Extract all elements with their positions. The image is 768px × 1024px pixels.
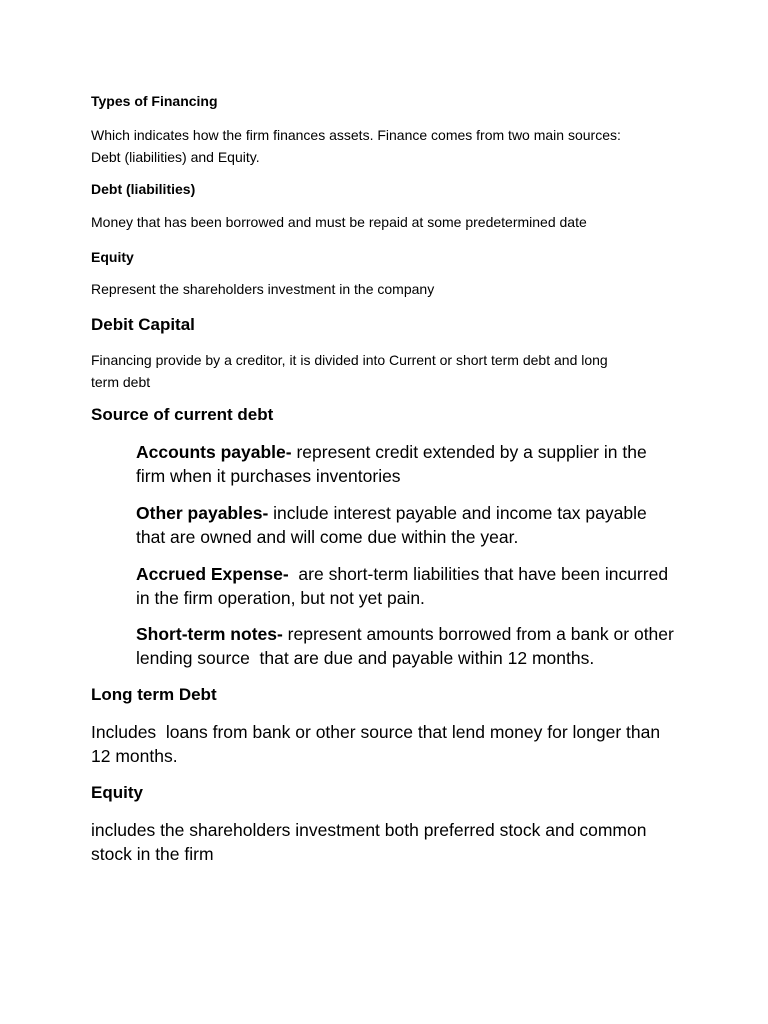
item-term: Other payables-: [136, 503, 269, 523]
current-debt-item-accounts-payable: [136, 440, 647, 488]
intro-line-2: Debt (liabilities) and Equity.: [91, 149, 260, 165]
equity-section-heading: Equity: [91, 783, 143, 802]
intro-paragraph: [91, 124, 621, 168]
debit-capital-line-1: Financing provide by a creditor, it is divided into Current or short term debt and long: [91, 352, 608, 368]
debit-capital-paragraph: [91, 349, 608, 393]
long-term-debt-paragraph: [91, 720, 660, 768]
intro-line-1: Which indicates how the firm finances assets. Finance comes from two main sources:: [91, 127, 621, 143]
equity-section-line-1: includes the shareholders investment both preferred stock and common: [91, 820, 647, 840]
item-line-1: [136, 440, 647, 464]
item-term: Accrued Expense-: [136, 564, 289, 584]
equity-section-line-2: stock in the firm: [91, 844, 214, 864]
debt-heading: Debt (liabilities): [91, 181, 196, 197]
long-term-debt-heading: Long term Debt: [91, 685, 217, 704]
item-term: Accounts payable-: [136, 442, 292, 462]
current-debt-item-other-payables: [136, 501, 647, 549]
item-text: include interest payable and income tax payable: [268, 503, 647, 523]
item-line-1: [136, 622, 674, 646]
document-title: Types of Financing: [91, 93, 218, 109]
equity-section-paragraph: [91, 818, 646, 866]
item-line-2: that are owned and will come due within the year.: [136, 527, 519, 547]
item-line-1: [136, 501, 647, 525]
item-text: represent credit extended by a supplier in the: [291, 442, 647, 462]
item-text: represent amounts borrowed from a bank or other: [282, 624, 674, 644]
debt-text: Money that has been borrowed and must be repaid at some predetermined date: [91, 214, 587, 230]
equity-heading: Equity: [91, 249, 134, 265]
item-line-2: in the firm operation, but not yet pain.: [136, 588, 425, 608]
debit-capital-heading: Debit Capital: [91, 315, 195, 334]
long-term-line-2: 12 months.: [91, 746, 178, 766]
item-term: Short-term notes-: [136, 624, 283, 644]
debit-capital-line-2: term debt: [91, 374, 151, 390]
long-term-line-1: Includes loans from bank or other source that lend money for longer than: [91, 722, 661, 742]
current-debt-heading: Source of current debt: [91, 405, 274, 424]
current-debt-item-accrued-expense: [136, 562, 668, 610]
current-debt-item-short-term-notes: [136, 622, 674, 670]
equity-text: Represent the shareholders investment in the company: [91, 281, 435, 297]
item-line-1: [136, 562, 668, 586]
item-text: are short-term liabilities that have been incurred: [288, 564, 669, 584]
item-line-2: lending source that are due and payable within 12 months.: [136, 648, 595, 668]
item-line-2: firm when it purchases inventories: [136, 466, 401, 486]
